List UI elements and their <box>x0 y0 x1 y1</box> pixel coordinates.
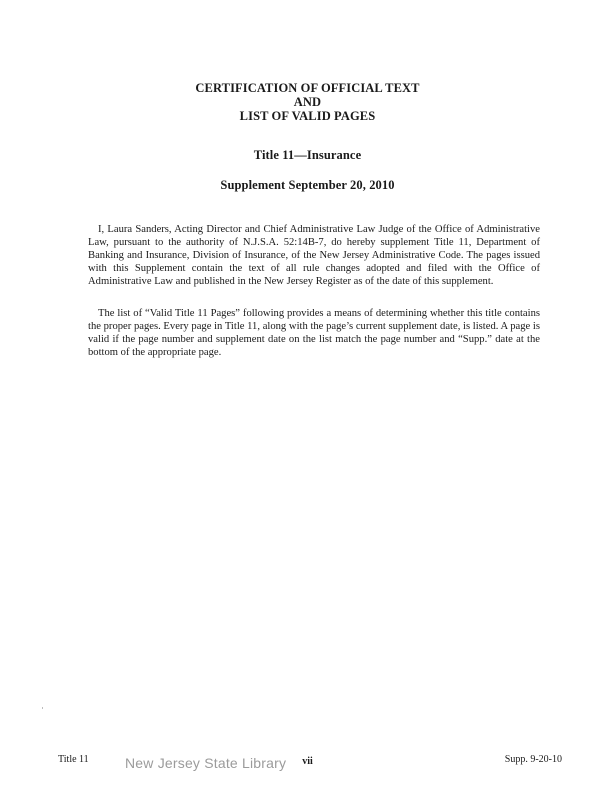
certification-heading: CERTIFICATION OF OFFICIAL TEXT <box>195 81 420 95</box>
certification-paragraph: I, Laura Sanders, Acting Director and Chief Administrative Law Judge of the Office of Administrative Law, pursuant to the authority of N.J.S.A. 52:14B-7, do hereby supplement Title 11, Department of Banking and Insurance, Division of Insurance, of the New Jersey Administrative Code. The pages issued with this Supplement contain the text of all rule changes adopted and filed with the Office of Administrative Law and published in the New Jersey Register as of the date of this supplement. <box>88 223 540 288</box>
scan-speck <box>42 707 43 709</box>
footer-title: Title 11 <box>58 754 89 765</box>
supplement-date-heading: Supplement September 20, 2010 <box>220 178 395 192</box>
valid-pages-heading: LIST OF VALID PAGES <box>239 109 376 123</box>
footer-page-number: vii <box>302 756 313 767</box>
footer-supplement-date: Supp. 9-20-10 <box>504 754 562 765</box>
title-heading: Title 11—Insurance <box>253 148 362 162</box>
heading-conjunction: AND <box>293 95 322 109</box>
valid-pages-paragraph: The list of “Valid Title 11 Pages” following provides a means of determining whether this title contains the proper pages. Every page in Title 11, along with the page’s current supplement date, is listed. A page is valid if the page number and supplement date on the list match the page number and “Supp.” date at the bottom of the appropriate page. <box>88 307 540 359</box>
library-stamp: New Jersey State Library <box>125 755 287 771</box>
